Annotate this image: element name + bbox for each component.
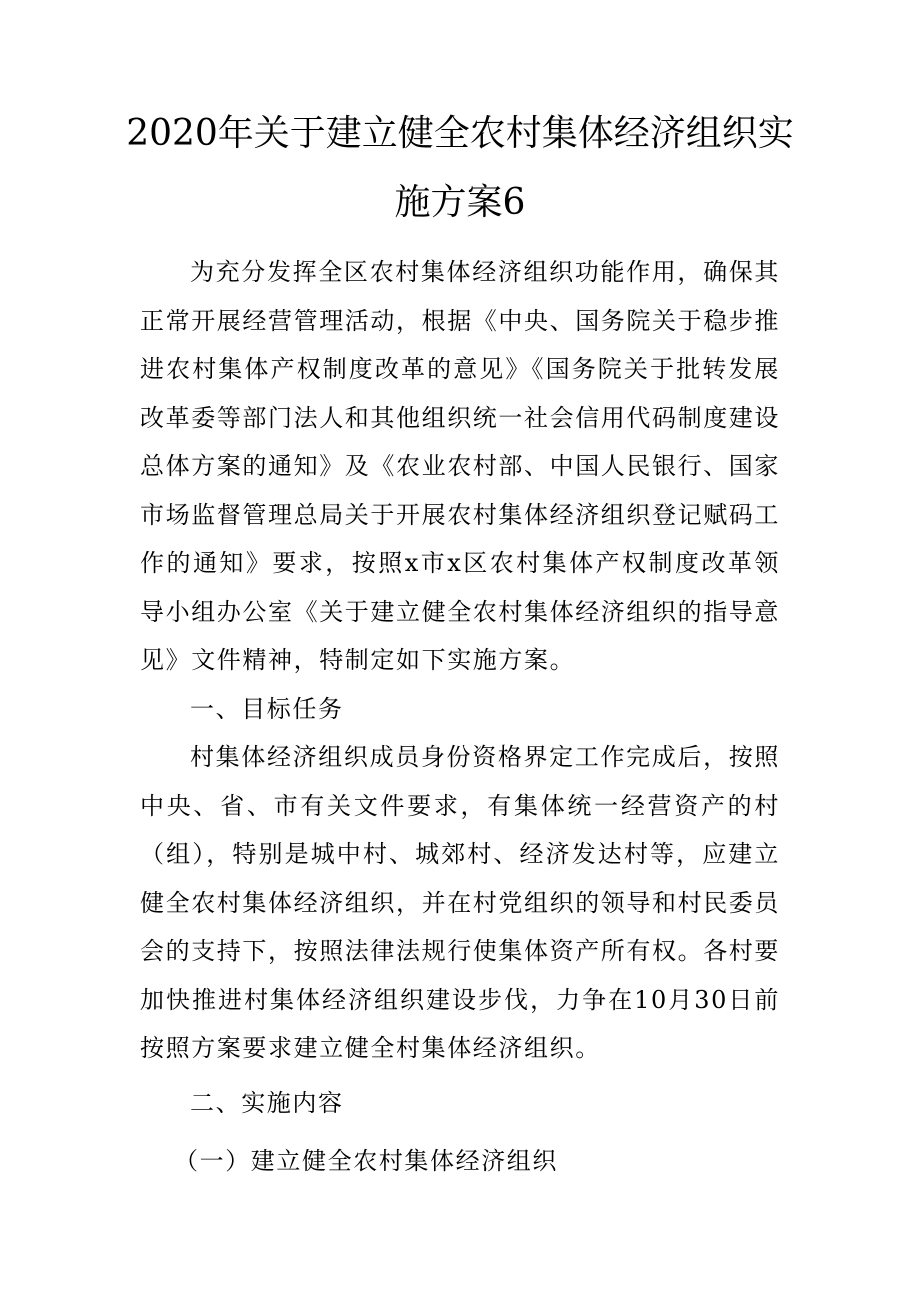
section1-paragraph: 村集体经济组织成员身份资格界定工作完成后，按照中央、省、市有关文件要求，有集体统一经营资产的村（组），特别是城中村、城郊村、经济发达村等，应建立健全农村集体经济组织，并在村党组织的领导和村民委员会的支持下，按照法律法规行使集体资产所有权。各村要加快推进村集体经济组织建设步伐，力争在10月30日前按照方案要求建立健全村集体经济组织。 bbox=[140, 743, 780, 1062]
document-title-line1: 2020年关于建立健全农村集体经济组织实 bbox=[126, 113, 794, 154]
document-body bbox=[140, 248, 780, 1186]
section1-heading: 一、目标任务 bbox=[190, 694, 344, 723]
document-title-line2: 施方案6 bbox=[394, 182, 526, 223]
intro-paragraph: 为充分发挥全区农村集体经济组织功能作用，确保其正常开展经营管理活动，根据《中央、国务院关于稳步推进农村集体产权制度改革的意见》《国务院关于批转发展改革委等部门法人和其他组织统一社会信用代码制度建设总体方案的通知》及《农业农村部、中国人民银行、国家市场监督管理总局关于开展农村集体经济组织登记赋码工作的通知》要求，按照x市x区农村集体产权制度改革领导小组办公室《关于建立健全农村集体经济组织的指导意见》文件精神，特制定如下实施方案。 bbox=[140, 258, 780, 674]
section2-heading: 二、实施内容 bbox=[190, 1088, 344, 1117]
section2-subheading: （一）建立健全农村集体经济组织 bbox=[174, 1147, 558, 1175]
